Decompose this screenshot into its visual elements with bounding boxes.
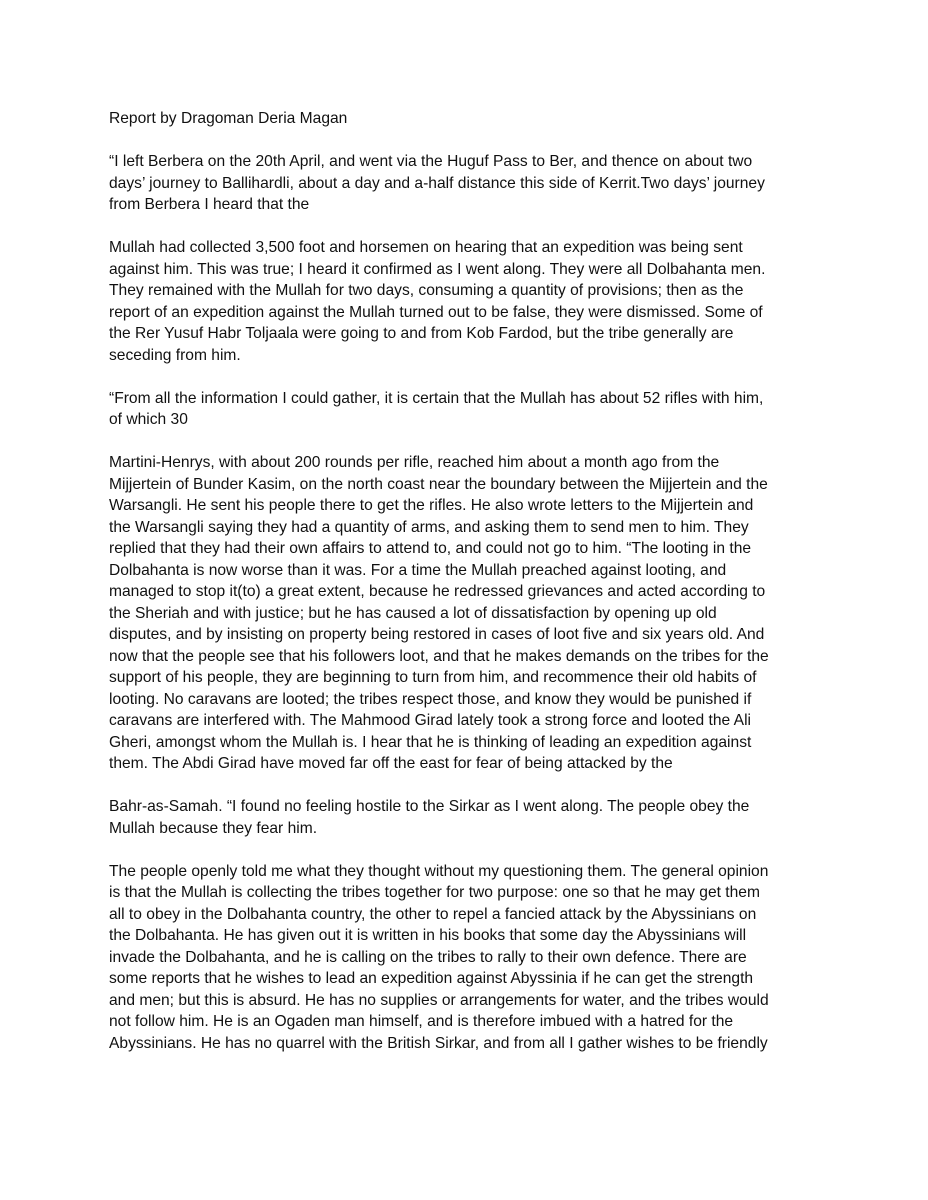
paragraph-line: of which 30 (109, 411, 188, 428)
paragraph-3 (109, 388, 824, 431)
document-body (109, 108, 824, 1076)
paragraph-line: looting. No caravans are looted; the tribes respect those, and know they would be punished if (109, 690, 752, 708)
paragraph-line: replied that they had their own affairs to attend to, and could not go to him. “The looting in the (109, 540, 752, 557)
paragraph-6 (109, 861, 824, 1055)
paragraph-line: against him. This was true; I heard it confirmed as I went along. They were all Dolbahanta men. (109, 260, 766, 278)
paragraph-line: disputes, and by insisting on property being restored in cases of loot five and six years old. And (109, 626, 765, 643)
paragraph-line: and men; but this is absurd. He has no supplies or arrangements for water, and the tribes would (109, 991, 769, 1009)
paragraph-1 (109, 151, 824, 216)
paragraph-line: from Berbera I heard that the (109, 196, 310, 213)
paragraph-line: days’ journey to Ballihardli, about a day and a-half distance this side of Kerrit.Two days’ journey (109, 174, 765, 192)
paragraph-4 (109, 452, 824, 775)
paragraph-line: the Warsangli saying they had a quantity of arms, and asking them to send men to him. They (109, 518, 749, 536)
document-title: Report by Dragoman Deria Magan (109, 110, 348, 127)
paragraph-line: The people openly told me what they thought without my questioning them. The general opinion (109, 862, 769, 880)
paragraph-line: Martini-Henrys, with about 200 rounds per rifle, reached him about a month ago from the (109, 454, 720, 471)
paragraph-line: them. The Abdi Girad have moved far off the east for fear of being attacked by the (109, 755, 673, 772)
paragraph-5 (109, 796, 824, 839)
paragraph-line: “From all the information I could gather, it is certain that the Mullah has about 52 rifles with him, (109, 389, 764, 407)
paragraph-line: Warsangli. He sent his people there to get the rifles. He also wrote letters to the Mijjertein and (109, 497, 754, 514)
paragraph-line: all to obey in the Dolbahanta country, the other to repel a fancied attack by the Abyssinians on (109, 905, 757, 923)
paragraph-2 (109, 237, 824, 366)
paragraph-line: Dolbahanta is now worse than it was. For a time the Mullah preached against looting, and (109, 561, 727, 579)
paragraph-line: Mullah had collected 3,500 foot and horsemen on hearing that an expedition was being sent (109, 239, 743, 256)
paragraph-line: is that the Mullah is collecting the tribes together for two purpose: one so that he may get them (109, 884, 760, 901)
paragraph-line: support of his people, they are beginning to turn from him, and recommence their old habits of (109, 669, 757, 686)
paragraph-line: Mijjertein of Bunder Kasim, on the north coast near the boundary between the Mijjertein and the (109, 475, 768, 493)
paragraph-line: the Sheriah and with justice; but he has caused a lot of dissatisfaction by opening up old (109, 604, 717, 622)
paragraph-line: Bahr-as-Samah. “I found no feeling hostile to the Sirkar as I went along. The people obey the (109, 798, 750, 815)
paragraph-line: invade the Dolbahanta, and he is calling on the tribes to rally to their own defence. There are (109, 948, 747, 966)
paragraph-line: some reports that he wishes to lead an expedition against Abyssinia if he can get the strength (109, 970, 754, 987)
paragraph-line: Gheri, amongst whom the Mullah is. I hear that he is thinking of leading an expedition against (109, 733, 752, 751)
paragraph-line: not follow him. He is an Ogaden man himself, and is therefore imbued with a hatred for the (109, 1013, 734, 1030)
paragraph-line: the Rer Yusuf Habr Toljaala were going to and from Kob Fardod, but the tribe generally are (109, 325, 734, 342)
paragraph-line: They remained with the Mullah for two days, consuming a quantity of provisions; then as the (109, 282, 744, 299)
paragraph-line: Abyssinians. He has no quarrel with the British Sirkar, and from all I gather wishes to be friendly (109, 1034, 768, 1052)
paragraph-line: report of an expedition against the Mullah turned out to be false, they were dismissed. Some of (109, 303, 763, 321)
paragraph-line: now that the people see that his followers loot, and that he makes demands on the tribes for the (109, 647, 769, 665)
paragraph-line: the Dolbahanta. He has given out it is written in his books that some day the Abyssinians will (109, 927, 747, 944)
paragraph-line: Mullah because they fear him. (109, 819, 318, 837)
paragraph-line: managed to stop it(to) a great extent, because he redressed grievances and acted according to (109, 583, 766, 600)
paragraph-line: seceding from him. (109, 346, 241, 364)
paragraph-line: “I left Berbera on the 20th April, and went via the Huguf Pass to Ber, and thence on about two (109, 153, 753, 170)
paragraph-line: caravans are interfered with. The Mahmood Girad lately took a strong force and looted the Ali (109, 712, 752, 729)
